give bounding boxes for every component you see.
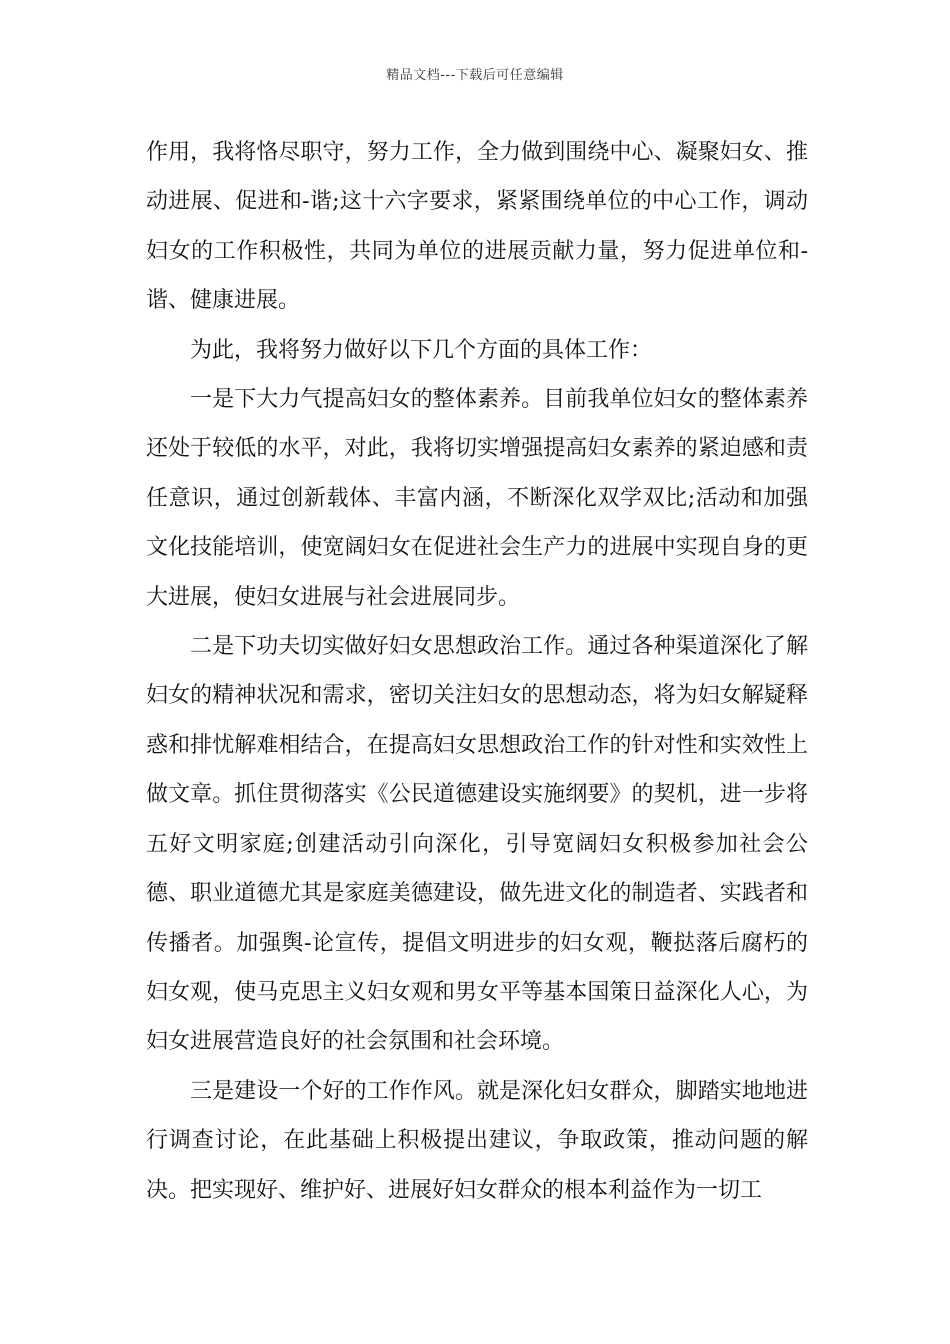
paragraph-continuation: 作用，我将恪尽职守，努力工作，全力做到围绕中心、凝聚妇女、推动进展、促进和-谐;这十六字要求，紧紧围绕单位的中心工作，调动妇女的工作积极性，共同为单位的进展贡献力量，努力促进单位和-谐、健康进展。	[146, 140, 808, 314]
page-header: 精品文档---下载后可任意编辑	[386, 68, 564, 83]
document-body	[146, 128, 808, 1215]
paragraph-point-three: 三是建设一个好的工作作风。就是深化妇女群众，脚踏实地地进行调查讨论，在此基础上积极提出建议，争取政策，推动问题的解决。把实现好、维护好、进展好妇女群众的根本利益作为一切工	[146, 1078, 808, 1203]
paragraph-point-two: 二是下功夫切实做好妇女思想政治工作。通过各种渠道深化了解妇女的精神状况和需求，密切关注妇女的思想动态，将为妇女解疑释惑和排忧解难相结合，在提高妇女思想政治工作的针对性和实效性上做文章。抓住贯彻落实《公民道德建设实施纲要》的契机，进一步将五好文明家庭;创建活动引向深化，引导宽阔妇女积极参加社会公德、职业道德尤其是家庭美德建设，做先进文化的制造者、实践者和传播者。加强舆-论宣传，提倡文明进步的妇女观，鞭挞落后腐朽的妇女观，使马克思主义妇女观和男女平等基本国策日益深化人心，为妇女进展营造良好的社会氛围和社会环境。	[146, 634, 808, 1055]
paragraph-point-one: 一是下大力气提高妇女的整体素养。目前我单位妇女的整体素养还处于较低的水平，对此，我将切实增强提高妇女素养的紧迫感和责任意识，通过创新载体、丰富内涵，不断深化双学双比;活动和加强文化技能培训，使宽阔妇女在促进社会生产力的进展中实现自身的更大进展，使妇女进展与社会进展同步。	[146, 387, 808, 610]
paragraph-intro: 为此，我将努力做好以下几个方面的具体工作：	[190, 337, 653, 363]
